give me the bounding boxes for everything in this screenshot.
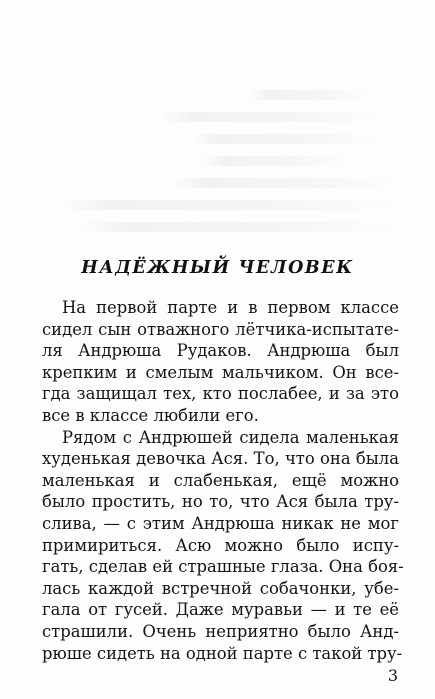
text-line: гда защищал тех, кто послабее, и за это bbox=[42, 384, 399, 404]
text-line: рюше сидеть на одной парте с такой тру- bbox=[42, 643, 403, 663]
text-line: слива, — с этим Андрюша никак не мог bbox=[42, 514, 399, 533]
chapter-heading: НАДЁЖНЫЙ ЧЕЛОВЕК bbox=[81, 258, 354, 278]
text-line: было простить, но то, что Ася была тру- bbox=[42, 492, 399, 512]
text-line: На первой парте и в первом классе bbox=[62, 298, 399, 317]
text-line: крепким и смелым мальчиком. Он все- bbox=[42, 362, 399, 382]
text-line: Рядом с Андрюшей сидела маленькая bbox=[62, 427, 399, 447]
page-number: 3 bbox=[387, 666, 398, 686]
text-line: лась каждой встречной собачонки, убе- bbox=[42, 578, 399, 598]
text-line: маленькая и слабенькая, ещё можно bbox=[42, 470, 399, 490]
text-line: сидел сын отважного лётчика-испытате- bbox=[42, 319, 399, 339]
text-line: страшили. Очень неприятно было Анд- bbox=[42, 622, 399, 641]
text-line: примириться. Асю можно было испу- bbox=[42, 535, 399, 555]
text-line: худенькая девочка Ася. То, что она была bbox=[42, 449, 399, 469]
text-line: все в классе любили его. bbox=[42, 406, 259, 425]
text-line: гала от гусей. Даже муравьи — и те её bbox=[42, 600, 399, 620]
text-line: ля Андрюша Рудаков. Андрюша был bbox=[42, 341, 399, 361]
text-line: гать, сделав ей страшные глаза. Она боя- bbox=[42, 557, 404, 577]
